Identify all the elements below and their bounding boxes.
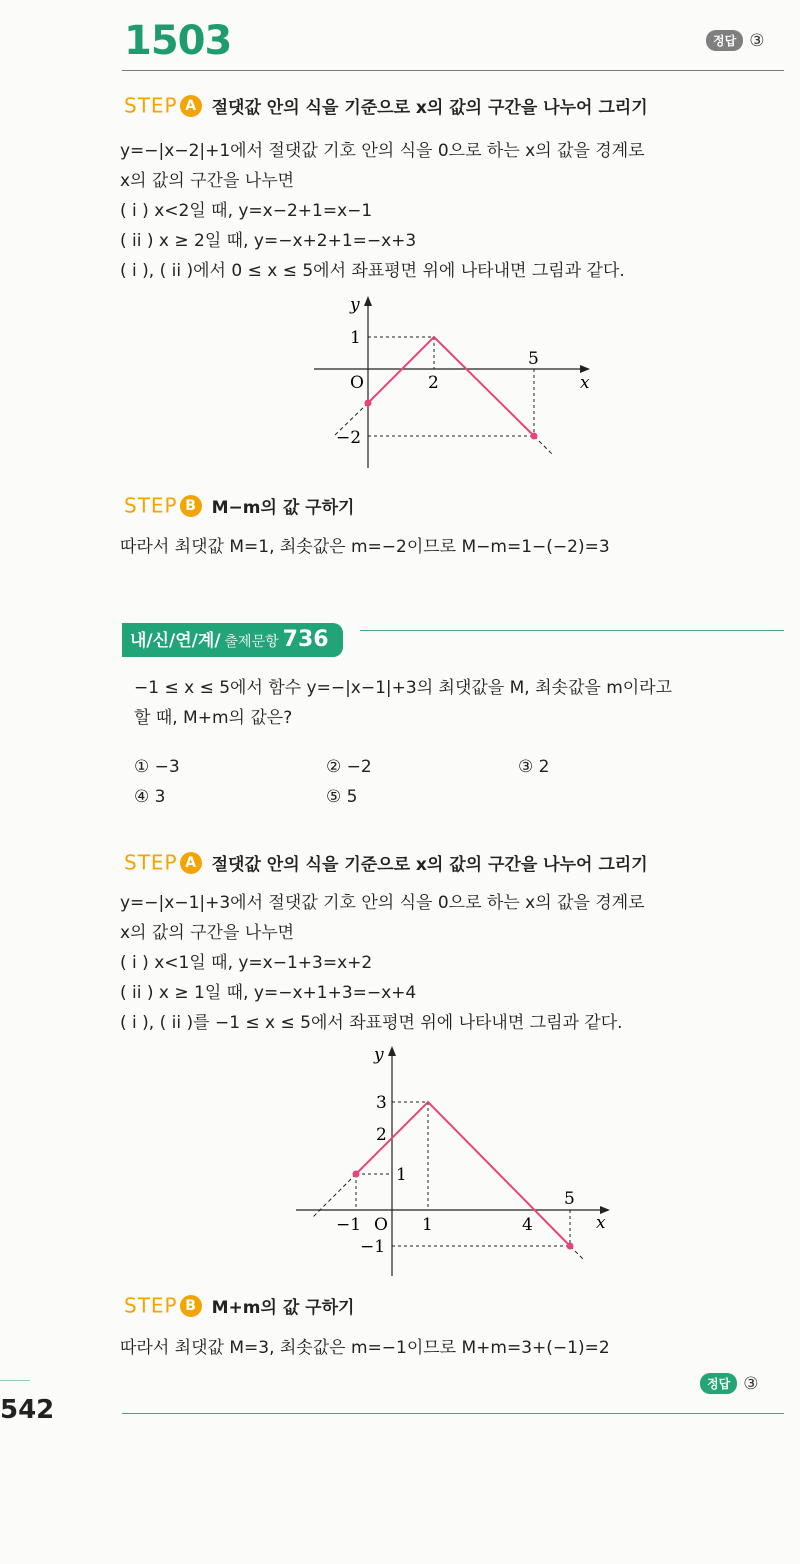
step-word: STEP — [124, 93, 178, 118]
step-a-badge: A — [180, 95, 202, 117]
graph-1 — [300, 290, 600, 470]
endpoint — [531, 433, 538, 440]
tick-label: −1 — [336, 1215, 362, 1235]
margin-tick — [0, 1380, 30, 1381]
part2-explanation — [120, 888, 645, 1038]
part1-conclusion: 따라서 최댓값 M=1, 최솟값은 m=−2이므로 M−m=1−(−2)=3 — [120, 537, 610, 557]
question-text — [134, 673, 672, 733]
text-line: x의 값의 구간을 나누면 — [120, 171, 295, 191]
step-b-heading-1 — [124, 493, 354, 518]
answer-value: ③ — [749, 30, 765, 51]
related-problem-banner — [122, 623, 343, 657]
step-a-title: 절댓값 안의 식을 기준으로 x의 값의 구간을 나누어 그리기 — [211, 855, 648, 875]
step-word: STEP — [124, 1293, 178, 1318]
answer-value: ③ — [743, 1373, 759, 1394]
choice-4: ④ 3 — [134, 787, 166, 807]
banner-label: 출제문항 — [224, 634, 279, 650]
tick-label: 3 — [376, 1093, 387, 1113]
endpoint — [365, 400, 372, 407]
choice-2: ② −2 — [326, 757, 372, 777]
step-a-badge: A — [180, 852, 202, 874]
text-line: 할 때, M+m의 값은? — [134, 708, 293, 728]
origin-label: O — [350, 373, 364, 393]
part1-explanation — [120, 136, 645, 286]
text-line: ( i ) x<2일 때, y=x−2+1=x−1 — [120, 201, 373, 221]
origin-label: O — [374, 1215, 388, 1235]
text-line: ( i ), ( ii )를 −1 ≤ x ≤ 5에서 좌표평면 위에 나타내면 그림과 같다. — [120, 1013, 623, 1033]
answer-footer — [700, 1373, 758, 1394]
choice-5: ⑤ 5 — [326, 787, 358, 807]
step-a-title: 절댓값 안의 식을 기준으로 x의 값의 구간을 나누어 그리기 — [211, 98, 648, 118]
answer-badge: 정답 — [700, 1373, 737, 1394]
page-number: 542 — [0, 1395, 55, 1425]
text-line: ( ii ) x ≥ 2일 때, y=−x+2+1=−x+3 — [120, 231, 417, 251]
problem-number: 1503 — [124, 18, 232, 64]
choice-3: ③ 2 — [518, 757, 550, 777]
y-axis-arrow — [364, 296, 372, 306]
x-label: x — [580, 373, 590, 393]
step-b-title: M+m의 값 구하기 — [211, 1298, 355, 1318]
tick-label: 4 — [522, 1215, 533, 1235]
step-b-badge: B — [180, 1295, 202, 1317]
tick-label: 2 — [376, 1125, 387, 1145]
step-a-heading-2 — [124, 850, 648, 875]
step-b-heading-2 — [124, 1293, 354, 1318]
function-graph — [368, 337, 534, 436]
extension-line — [312, 1174, 356, 1218]
tick-label: 1 — [350, 328, 361, 348]
banner-tag: 내/신/연/계/ — [130, 631, 221, 651]
step-word: STEP — [124, 493, 178, 518]
text-line: ( i ), ( ii )에서 0 ≤ x ≤ 5에서 좌표평면 위에 나타내면 그림과 같다. — [120, 261, 625, 281]
x-axis-arrow — [580, 365, 590, 373]
extension-line — [534, 436, 552, 454]
text-line: −1 ≤ x ≤ 5에서 함수 y=−|x−1|+3의 최댓값을 M, 최솟값을 m이라고 — [134, 678, 673, 698]
endpoint — [567, 1243, 574, 1250]
tick-label: 1 — [396, 1165, 407, 1185]
tick-label: 5 — [528, 349, 539, 369]
step-a-heading-1 — [124, 93, 648, 118]
x-label: x — [596, 1213, 606, 1233]
tick-label: 2 — [428, 373, 439, 393]
y-label: y — [374, 1045, 384, 1065]
answer-header — [706, 30, 764, 51]
banner-rule — [360, 630, 784, 631]
footer-divider — [122, 1413, 784, 1414]
endpoint — [353, 1171, 360, 1178]
banner-number: 736 — [282, 627, 329, 652]
choice-1: ① −3 — [134, 757, 180, 777]
y-label: y — [350, 295, 360, 315]
graph-2 — [290, 1040, 630, 1280]
text-line: ( ii ) x ≥ 1일 때, y=−x+1+3=−x+4 — [120, 983, 417, 1003]
step-b-title: M−m의 값 구하기 — [211, 498, 355, 518]
tick-label: 1 — [422, 1215, 433, 1235]
y-axis-arrow — [388, 1046, 396, 1056]
tick-label: −2 — [336, 428, 362, 448]
tick-label: −1 — [360, 1237, 386, 1257]
part2-conclusion: 따라서 최댓값 M=3, 최솟값은 m=−1이므로 M+m=3+(−1)=2 — [120, 1338, 610, 1358]
text-line: x의 값의 구간을 나누면 — [120, 923, 295, 943]
text-line: ( i ) x<1일 때, y=x−1+3=x+2 — [120, 953, 373, 973]
header-divider — [122, 70, 784, 71]
step-word: STEP — [124, 850, 178, 875]
step-b-badge: B — [180, 495, 202, 517]
answer-badge: 정답 — [706, 30, 743, 51]
text-line: y=−|x−1|+3에서 절댓값 기호 안의 식을 0으로 하는 x의 값을 경계로 — [120, 893, 645, 913]
tick-label: 5 — [564, 1189, 575, 1209]
text-line: y=−|x−2|+1에서 절댓값 기호 안의 식을 0으로 하는 x의 값을 경계로 — [120, 141, 645, 161]
